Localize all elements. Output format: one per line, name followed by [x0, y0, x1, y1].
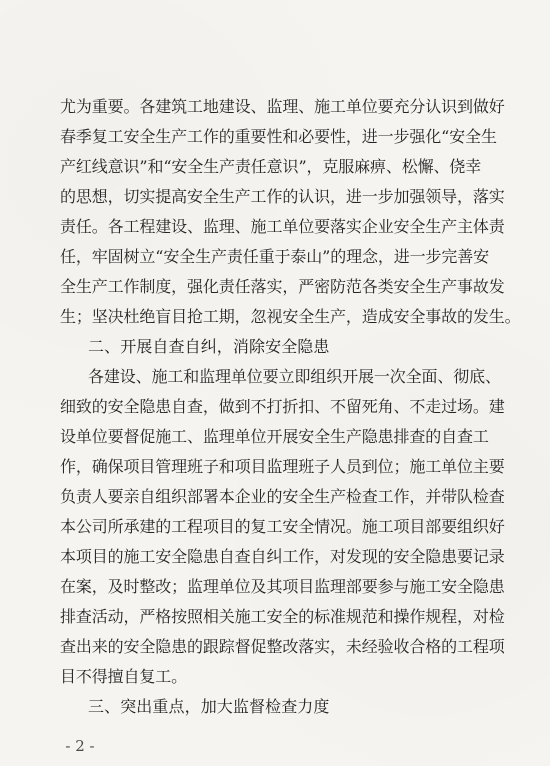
paragraph-line: 作，确保项目管理班子和项目监理班子人员到位；施工单位主要: [60, 457, 505, 476]
section-heading: 三、突出重点，加大监督检查力度: [88, 697, 330, 716]
paragraph-line: 责任。各工程建设、监理、施工单位要落实企业安全生产主体责: [60, 217, 505, 236]
paragraph-line: 本公司所承建的工程项目的复工安全情况。施工项目部要组织好: [60, 517, 505, 536]
paragraph-line: 本项目的施工安全隐患自查自纠工作，对发现的安全隐患要记录: [60, 547, 505, 566]
section-heading: 二、开展自查自纠，消除安全隐患: [88, 337, 330, 356]
paragraph-line: 各建设、施工和监理单位要立即组织开展一次全面、彻底、: [88, 367, 501, 386]
paragraph-line: 负责人要亲自组织部署本企业的安全生产检查工作，并带队检查: [60, 487, 505, 506]
paragraph-line: 排查活动，严格按照相关施工安全的标准规范和操作规程，对检: [60, 607, 505, 626]
paragraph-line: 在案，及时整改；监理单位及其项目监理部要参与施工安全隐患: [60, 577, 505, 596]
paragraph-line: 全生产工作制度，强化责任落实，严密防范各类安全生产事故发: [60, 277, 505, 296]
paragraph-line: 尤为重要。各建筑工地建设、监理、施工单位要充分认识到做好: [60, 97, 505, 116]
paragraph-line: 目不得擅自复工。: [60, 667, 188, 686]
paragraph-line: 产红线意识”和“安全生产责任意识”，克服麻痹、松懈、侥幸: [60, 157, 482, 176]
paragraph-line: 春季复工安全生产工作的重要性和必要性，进一步强化“安全生: [60, 127, 497, 146]
paragraph-line: 任，牢固树立“安全生产责任重于泰山”的理念，进一步完善安: [60, 247, 490, 266]
paragraph-line: 查出来的安全隐患的跟踪督促整改落实，未经验收合格的工程项: [60, 637, 505, 656]
paragraph-line: 生；坚决杜绝盲目抢工期，忽视安全生产，造成安全事故的发生。: [60, 307, 521, 326]
paragraph-line: 细致的安全隐患自查，做到不打折扣、不留死角、不走过场。建: [60, 397, 505, 416]
paragraph-line: 的思想，切实提高安全生产工作的认识，进一步加强领导，落实: [60, 187, 505, 206]
page-number: - 2 -: [65, 737, 95, 755]
paragraph-line: 设单位要督促施工、监理单位开展安全生产隐患排查的自查工: [60, 427, 489, 446]
